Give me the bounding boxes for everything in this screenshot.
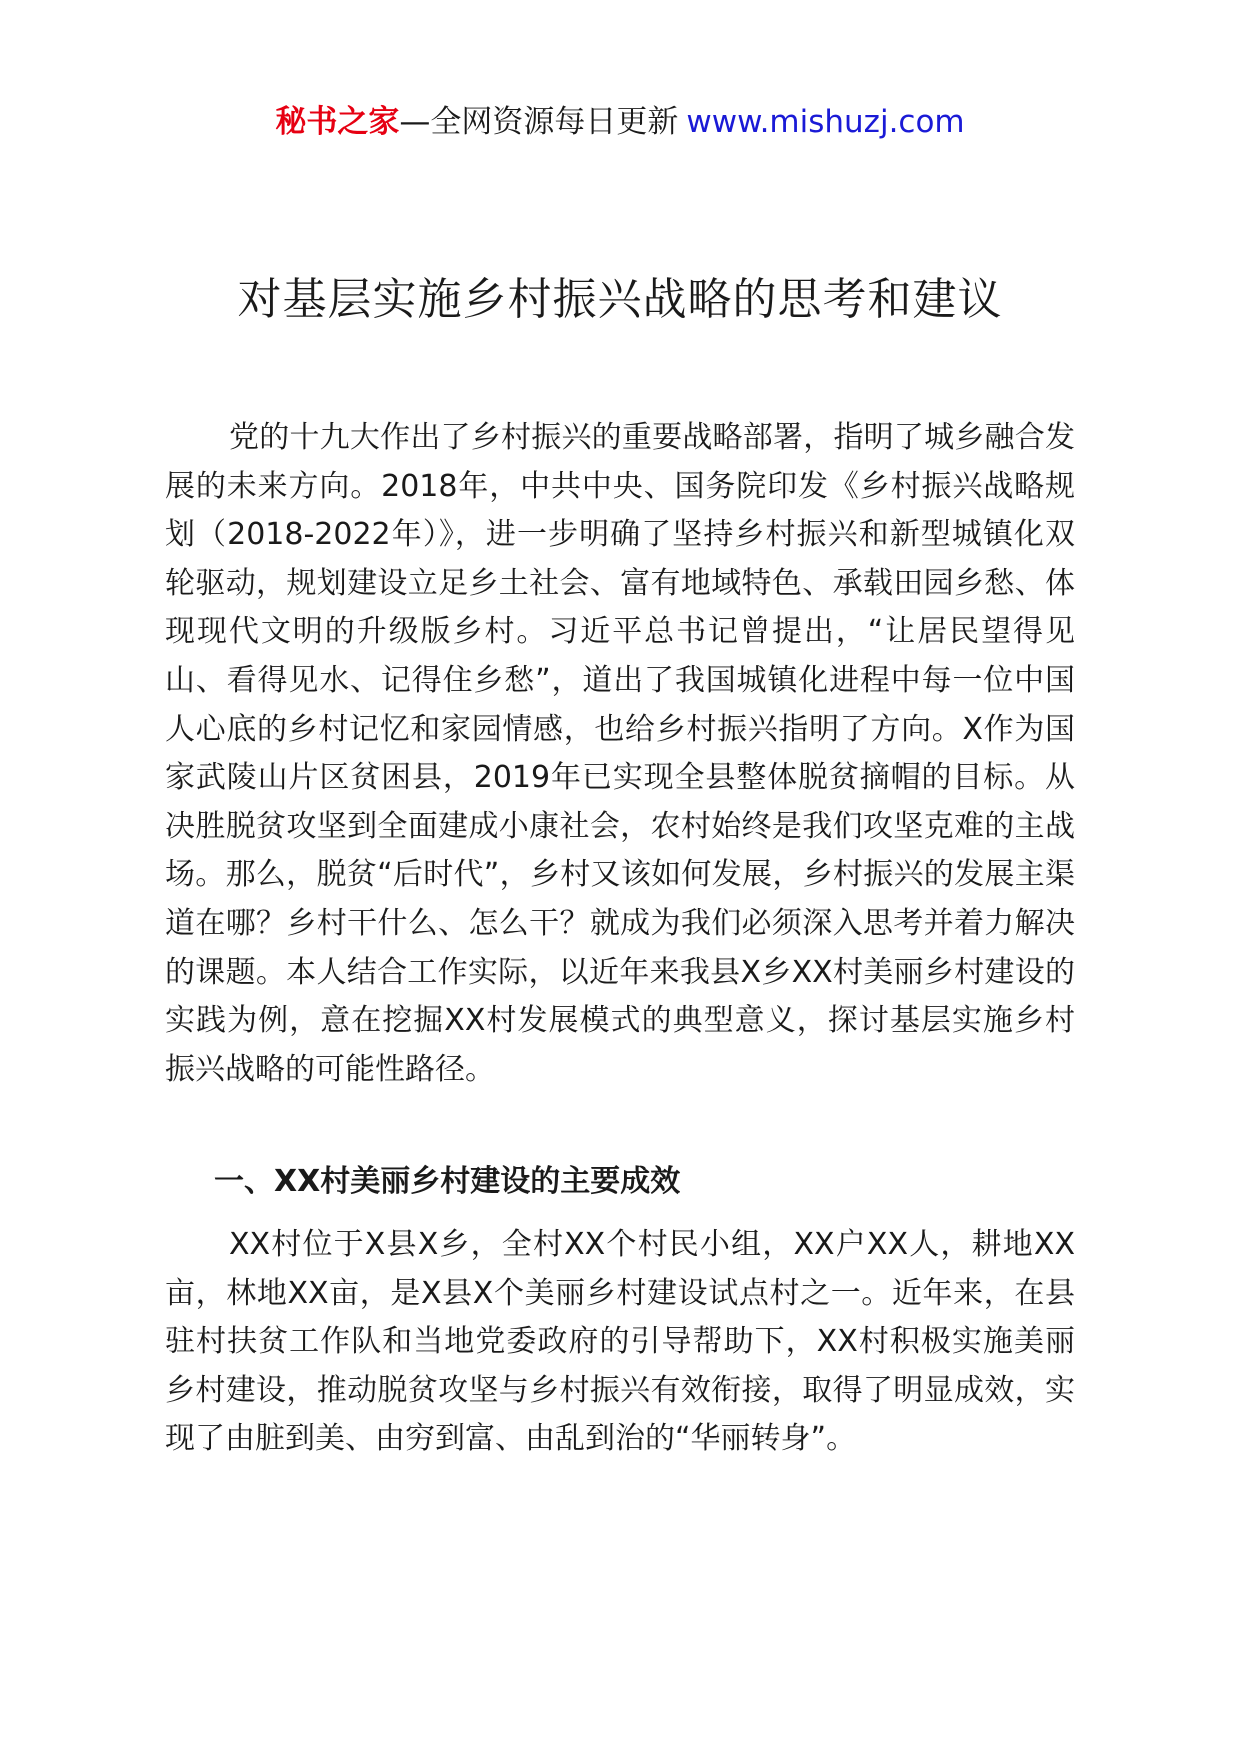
document-title: 对基层实施乡村振兴战略的思考和建议 — [237, 274, 1003, 325]
site-header — [0, 98, 1240, 146]
section-heading: 一、XX村美丽乡村建设的主要成效 — [214, 1164, 681, 1199]
site-tagline: —全网资源每日更新 — [399, 104, 679, 140]
intro-paragraph: 党的十九大作出了乡村振兴的重要战略部署，指明了城乡融合发展的未来方向。2018年，中共中央、国务院印发《乡村振兴战略规划（2018-2022年）》，进一步明确了坚持乡村振兴和新型城镇化双轮驱动，规划建设立足乡土社会、富有地域特色、承载田园乡愁、体现现代文明的升级版乡村。习近平总书记曾提出，“让居民望得见山、看得见水、记得住乡愁”，道出了我国城镇化进程中每一位中国人心底的乡村记忆和家园情感，也给乡村振兴指明了方向。X作为国家武陵山片区贫困县，2019年已实现全县整体脱贫摘帽的目标。从决胜脱贫攻坚到全面建成小康社会，农村始终是我们攻坚克难的主战场。那么，脱贫“后时代”，乡村又该如何发展，乡村振兴的发展主渠道在哪？乡村干什么、怎么干？就成为我们必须深入思考并着力解决的课题。本人结合工作实际，以近年来我县X乡XX村美丽乡村建设的实践为例，意在挖掘XX村发展模式的典型意义，探讨基层实施乡村振兴战略的可能性路径。 — [165, 420, 1075, 1087]
site-url-link[interactable]: www.mishuzj.com — [686, 104, 965, 140]
section-paragraph: XX村位于X县X乡，全村XX个村民小组，XX户XX人，耕地XX亩，林地XX亩，是X县X个美丽乡村建设试点村之一。近年来，在县驻村扶贫工作队和当地党委政府的引导帮助下，XX村积极实施美丽乡村建设，推动脱贫攻坚与乡村振兴有效衔接，取得了明显成效，实现了由脏到美、由穷到富、由乱到治的“华丽转身”。 — [165, 1227, 1075, 1457]
site-brand: 秘书之家 — [275, 104, 400, 140]
